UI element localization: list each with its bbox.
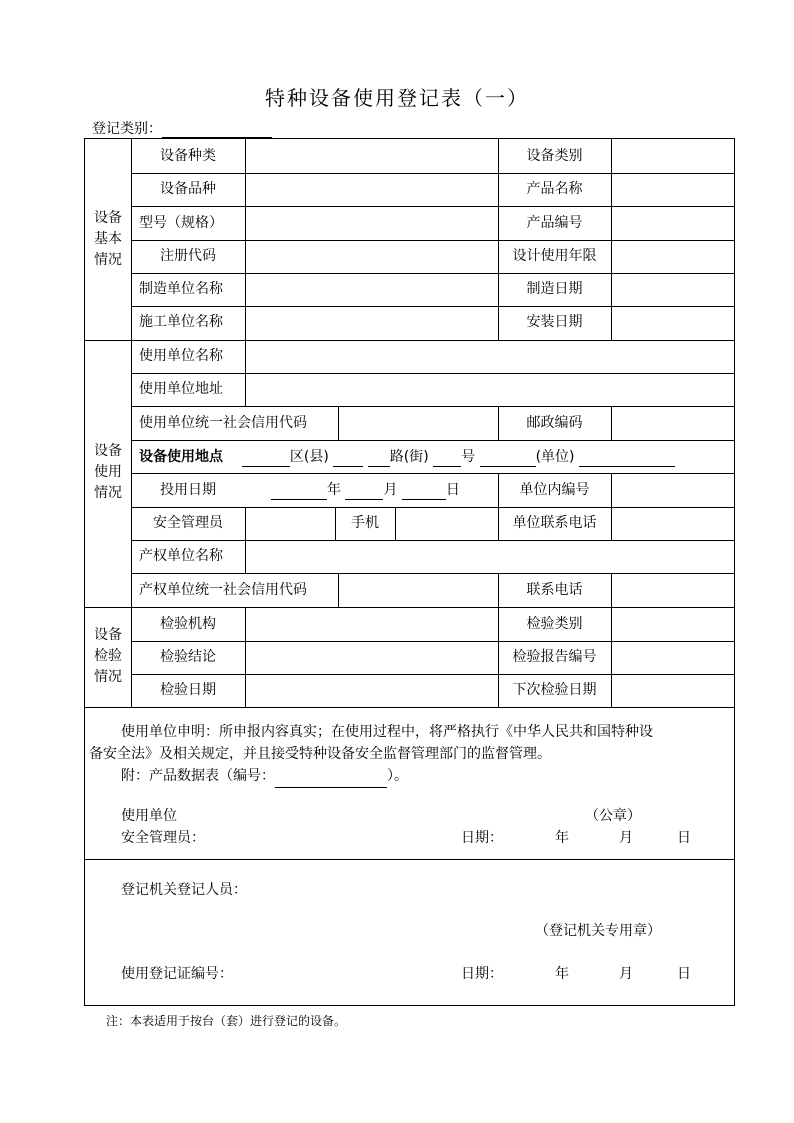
declaration-line-2: 备安全法》及相关规定，并且接受特种设备安全监督管理部门的监督管理。 <box>89 746 551 762</box>
year-label: 年 <box>327 482 341 498</box>
use-location-label: 设备使用地点 <box>139 449 223 465</box>
registration-date-label: 日期： <box>461 966 503 982</box>
construction-unit-label: 施工单位名称 <box>139 314 223 330</box>
contact-phone-label: 联系电话 <box>526 582 583 598</box>
start-day-field[interactable] <box>402 483 446 500</box>
unit-label: (单位) <box>535 449 575 465</box>
unit-detail-field[interactable] <box>579 450 675 467</box>
inspection-report-no-label: 检验报告编号 <box>512 649 597 665</box>
owner-name-label: 产权单位名称 <box>139 548 223 564</box>
next-inspection-date-label: 下次检验日期 <box>512 682 597 698</box>
section-basic-label: 设备 基本 情况 <box>94 210 122 268</box>
registration-type-label: 登记类别： <box>92 121 162 137</box>
registration-type-field[interactable] <box>162 123 272 138</box>
number-label: 号 <box>461 449 476 465</box>
road-field-b[interactable] <box>368 450 390 467</box>
start-date-label: 投用日期 <box>160 482 216 498</box>
use-unit-credit-code-label: 使用单位统一社会信用代码 <box>139 415 307 431</box>
registration-code-label: 注册代码 <box>160 248 216 264</box>
registration-type <box>92 118 272 138</box>
start-date-fields <box>271 480 460 500</box>
use-unit-name-label: 使用单位名称 <box>139 348 223 364</box>
declaration-date-label: 日期： <box>461 830 503 846</box>
inspection-date-label: 检验日期 <box>160 682 216 698</box>
registrar-label: 登记机关登记人员： <box>121 882 247 898</box>
inspection-type-label: 检验类别 <box>526 616 583 632</box>
product-data-number-field[interactable] <box>275 771 387 788</box>
district-label: 区(县) <box>289 449 329 465</box>
product-number-label: 产品编号 <box>526 215 583 231</box>
attachment-line: 附：产品数据表（编号： ）。 <box>121 765 408 788</box>
equipment-category-label: 设备类别 <box>526 148 583 164</box>
design-life-label: 设计使用年限 <box>512 248 597 264</box>
declaration-safety-manager-label: 安全管理员： <box>121 830 205 846</box>
month-label: 月 <box>383 482 398 498</box>
form-table <box>84 138 735 1006</box>
registration-seal-label: （登记机关专用章） <box>535 923 661 939</box>
manufacture-date-label: 制造日期 <box>526 281 583 297</box>
section-inspect-label: 设备 检验 情况 <box>94 627 122 685</box>
declaration-line-1: 使用单位申明：所申报内容真实；在使用过程中，将严格执行《中华人民共和国特种设 <box>121 724 653 740</box>
inner-number-label: 单位内编号 <box>519 482 590 498</box>
use-unit-sign-label: 使用单位 <box>121 808 177 824</box>
start-month-field[interactable] <box>345 483 383 500</box>
official-seal-label: （公章） <box>585 808 641 824</box>
mobile-label: 手机 <box>351 515 379 531</box>
postcode-label: 邮政编码 <box>526 415 583 431</box>
form-title: 特种设备使用登记表（一） <box>265 86 529 110</box>
section-use-label: 设备 使用 情况 <box>94 443 122 501</box>
declaration-month-label: 月 <box>619 830 633 846</box>
declaration-day-label: 日 <box>677 830 691 846</box>
product-name-label: 产品名称 <box>526 181 583 197</box>
start-year-field[interactable] <box>271 483 327 500</box>
unit-field[interactable] <box>480 450 536 467</box>
installation-date-label: 安装日期 <box>526 314 583 330</box>
district-field[interactable] <box>242 450 290 467</box>
equipment-variety-label: 设备品种 <box>160 181 216 197</box>
certificate-number-label: 使用登记证编号： <box>121 966 233 982</box>
road-field-a[interactable] <box>333 450 363 467</box>
road-label: 路(街) <box>389 449 429 465</box>
registration-day-label: 日 <box>677 966 691 982</box>
use-location-row <box>139 447 675 467</box>
use-unit-address-label: 使用单位地址 <box>139 381 223 397</box>
inspection-conclusion-label: 检验结论 <box>160 649 216 665</box>
unit-phone-label: 单位联系电话 <box>512 515 597 531</box>
registration-year-label: 年 <box>555 966 569 982</box>
day-label: 日 <box>445 482 460 498</box>
manufacturer-label: 制造单位名称 <box>139 281 223 297</box>
inspection-agency-label: 检验机构 <box>160 616 216 632</box>
declaration-year-label: 年 <box>555 830 569 846</box>
registration-month-label: 月 <box>619 966 633 982</box>
owner-credit-code-label: 产权单位统一社会信用代码 <box>139 582 307 598</box>
model-spec-label: 型号（规格） <box>139 215 223 231</box>
equipment-kind-label: 设备种类 <box>160 148 216 164</box>
number-field[interactable] <box>433 450 461 467</box>
safety-manager-label: 安全管理员 <box>153 515 223 531</box>
footnote: 注：本表适用于按台（套）进行登记的设备。 <box>106 1014 347 1028</box>
